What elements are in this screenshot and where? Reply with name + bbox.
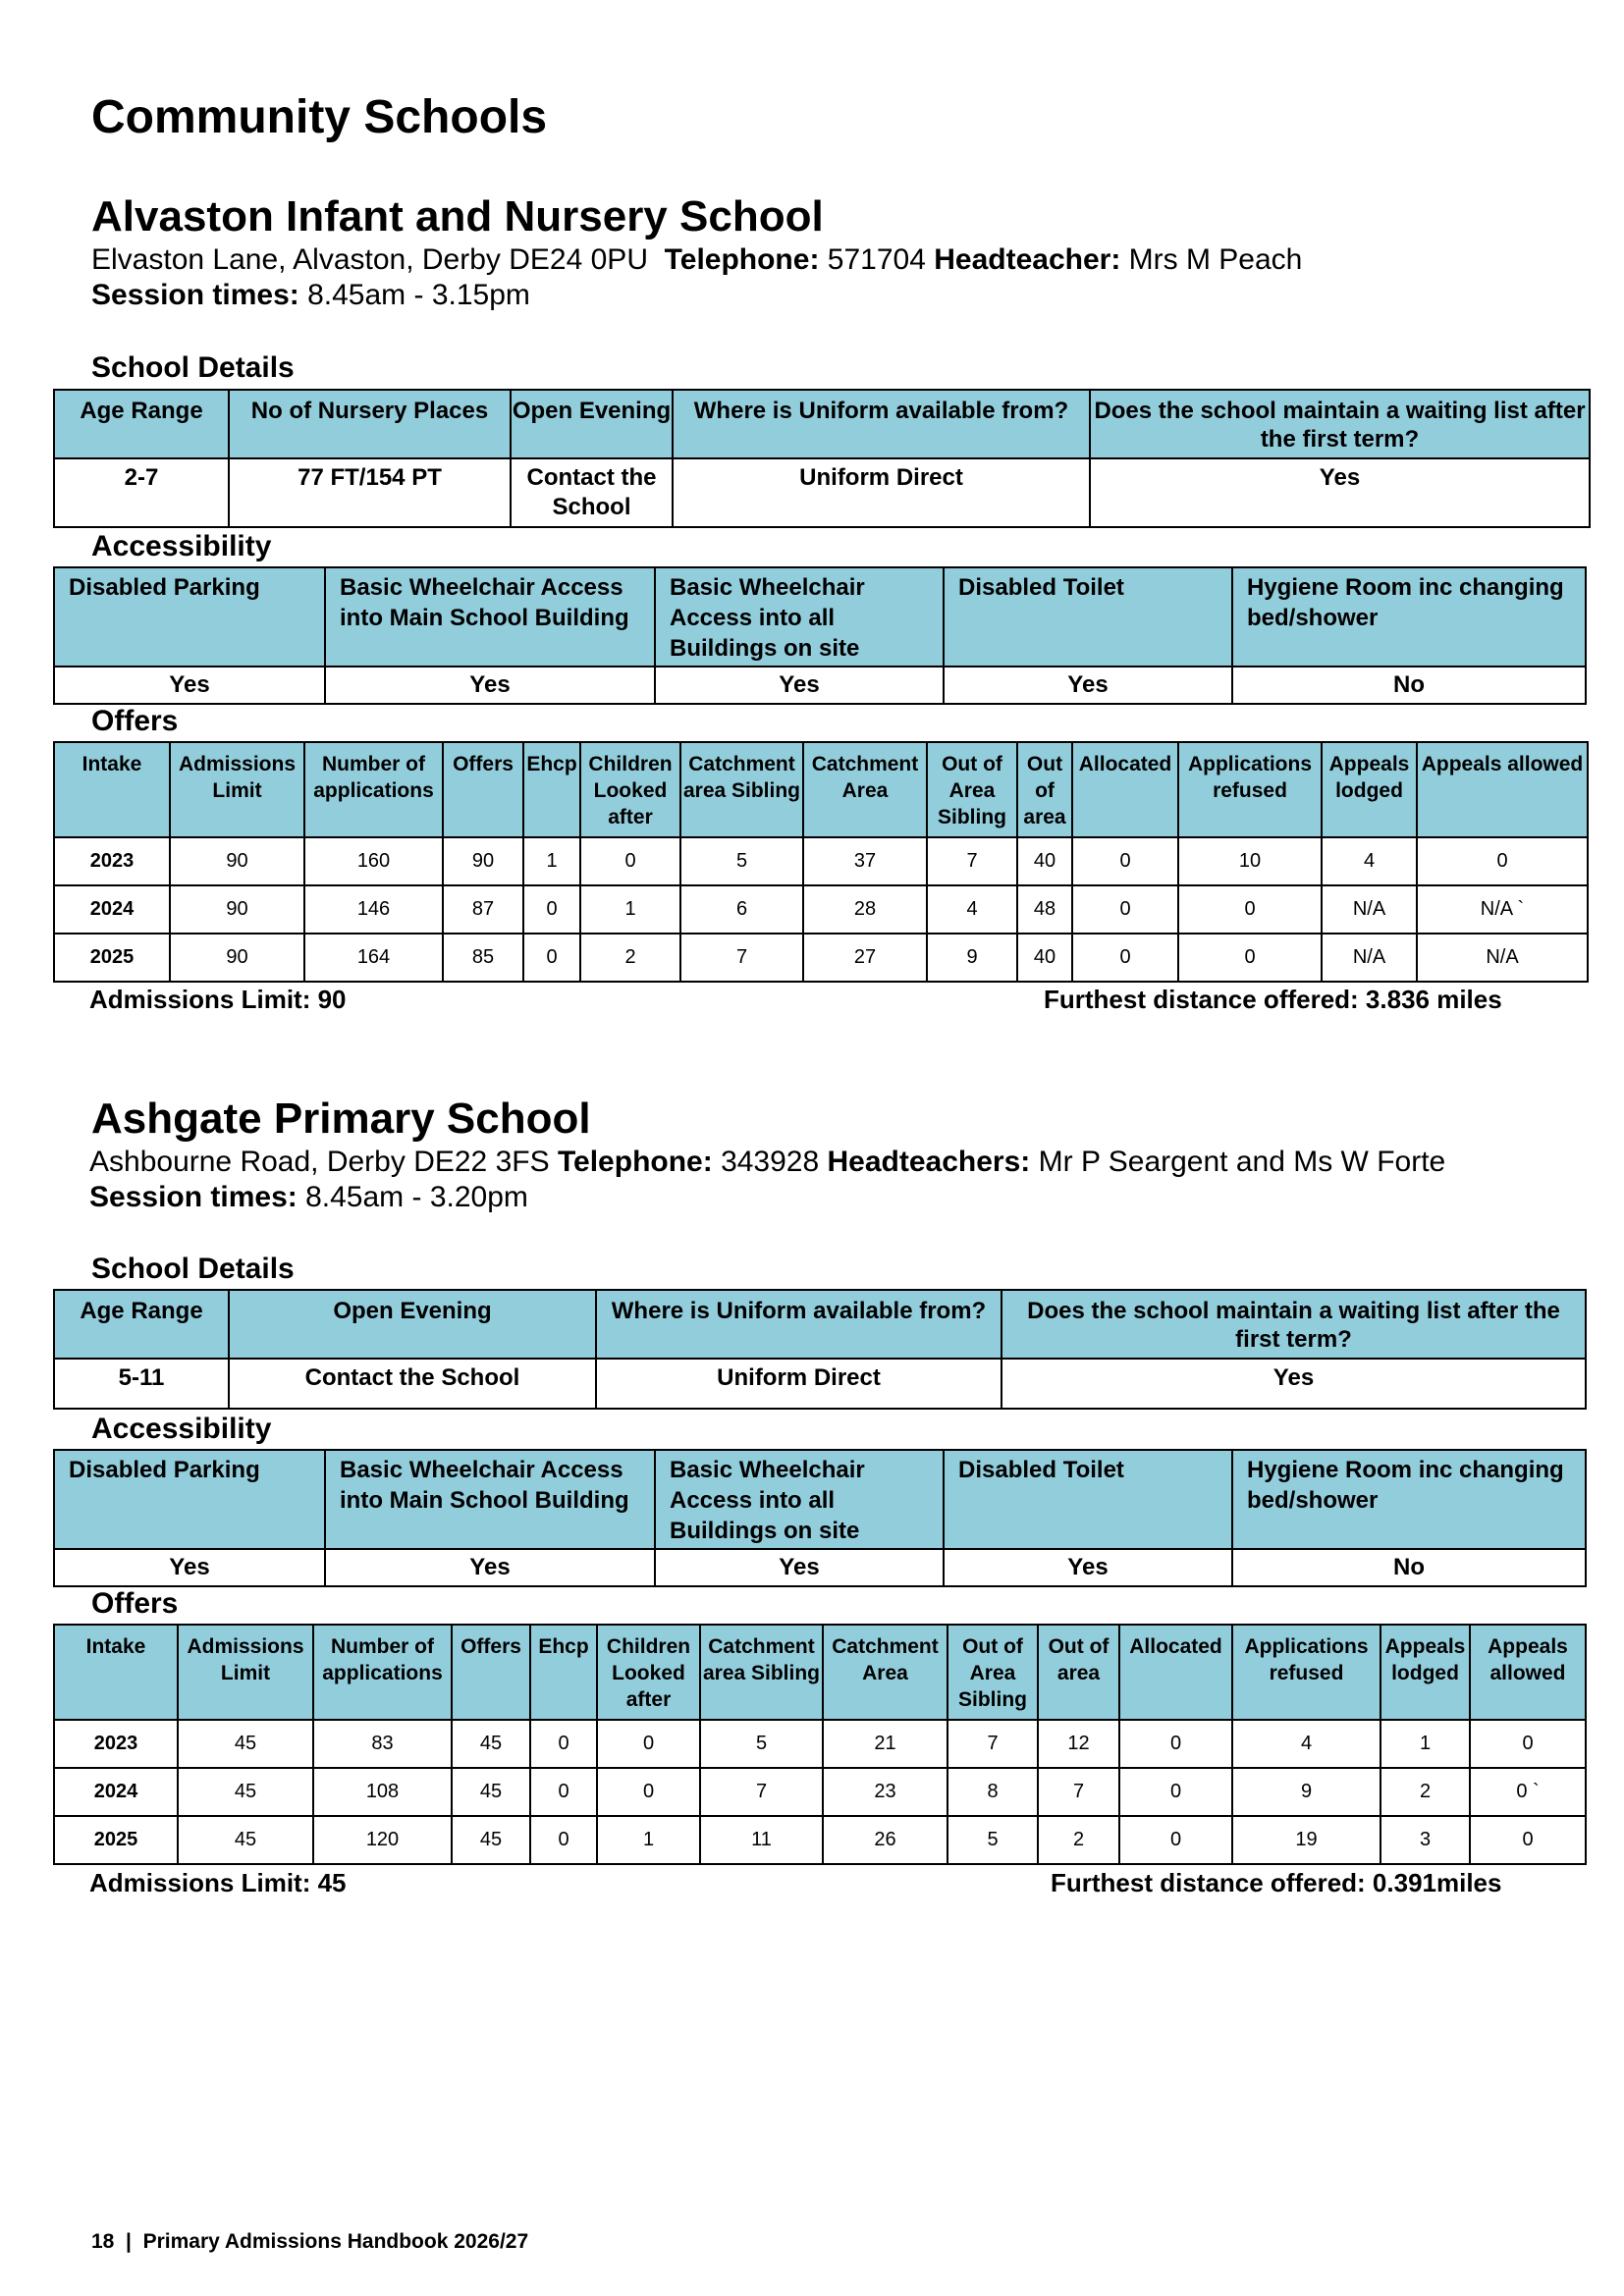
offers-header-offers: Offers [443, 742, 523, 837]
details-header-waiting-list: Does the school maintain a waiting list after the first term? [1001, 1290, 1586, 1359]
table-cell: 1 [523, 837, 580, 885]
table-cell: 5 [947, 1816, 1038, 1864]
school-address-line [91, 243, 1302, 277]
furthest-distance: Furthest distance offered: 3.836 miles [1044, 985, 1502, 1014]
handbook-title: Primary Admissions Handbook 2026/27 [142, 2230, 529, 2253]
offers-header-catchment-area: Catchment Area [803, 742, 927, 837]
acc-disabled-parking: Yes [54, 1549, 325, 1586]
table-cell: 11 [700, 1816, 823, 1864]
table-cell: 120 [313, 1816, 452, 1864]
details-open-evening: Contact the School [229, 1359, 596, 1409]
offers-heading: Offers [91, 1587, 179, 1620]
table-cell: 2023 [54, 1720, 178, 1768]
acc-header-disabled-parking: Disabled Parking [54, 567, 325, 667]
session-times-line [91, 279, 530, 312]
table-cell: 90 [170, 885, 304, 934]
acc-wheelchair-main: Yes [325, 1549, 655, 1586]
table-cell: 0 [530, 1768, 597, 1816]
table-cell: 45 [452, 1816, 530, 1864]
table-row [54, 934, 1588, 982]
details-nursery-places: 77 FT/154 PT [229, 458, 511, 527]
table-cell: 90 [170, 934, 304, 982]
offers-header-appeals-allowed: Appeals allowed [1470, 1625, 1586, 1720]
table-cell: 45 [178, 1816, 313, 1864]
admissions-limit: Admissions Limit: 45 [89, 1868, 347, 1897]
table-cell: 45 [452, 1768, 530, 1816]
table-cell: 9 [927, 934, 1017, 982]
table-cell: 0 [523, 885, 580, 934]
details-header-uniform: Where is Uniform available from? [596, 1290, 1001, 1359]
table-row [54, 885, 1588, 934]
footer-separator: | [126, 2230, 132, 2253]
offers-header-looked-after: Children Looked after [580, 742, 680, 837]
telephone-value: 571704 [827, 243, 926, 276]
table-cell: 10 [1178, 837, 1322, 885]
offers-header-refused: Applications refused [1232, 1625, 1380, 1720]
table-cell: 45 [178, 1720, 313, 1768]
table-cell: 19 [1232, 1816, 1380, 1864]
accessibility-heading: Accessibility [91, 530, 272, 562]
admissions-limit: Admissions Limit: 90 [89, 985, 347, 1014]
table-row [54, 1816, 1586, 1864]
offers-header-out-area-sibling: Out of Area Sibling [927, 742, 1017, 837]
acc-hygiene-room: No [1232, 667, 1586, 704]
table-cell: 5 [700, 1720, 823, 1768]
table-cell: 0 [1470, 1720, 1586, 1768]
details-uniform: Uniform Direct [596, 1359, 1001, 1409]
acc-header-hygiene-room: Hygiene Room inc changing bed/shower [1232, 567, 1586, 667]
table-cell: 90 [170, 837, 304, 885]
offers-header-catchment-sibling: Catchment area Sibling [700, 1625, 823, 1720]
acc-header-disabled-parking: Disabled Parking [54, 1450, 325, 1549]
acc-header-wheelchair-all: Basic Wheelchair Access into all Buildings on site [655, 1450, 944, 1549]
offers-header-intake: Intake [54, 1625, 178, 1720]
table-cell: 7 [680, 934, 803, 982]
table-cell: 0 [1072, 934, 1178, 982]
offers-header-intake: Intake [54, 742, 170, 837]
acc-disabled-toilet: Yes [944, 1549, 1232, 1586]
table-cell: 4 [927, 885, 1017, 934]
school-address-line [89, 1146, 1445, 1179]
table-cell: 40 [1017, 837, 1072, 885]
table-cell: 7 [947, 1720, 1038, 1768]
table-row [54, 837, 1588, 885]
details-waiting-list: Yes [1090, 458, 1590, 527]
table-cell: 2023 [54, 837, 170, 885]
offers-header-applications: Number of applications [304, 742, 443, 837]
headteacher-label: Headteacher: [934, 243, 1121, 276]
offers-header-out-of-area: Out of area [1038, 1625, 1119, 1720]
accessibility-heading: Accessibility [91, 1413, 272, 1445]
table-cell: N/A [1322, 885, 1417, 934]
offers-header-catchment-sibling: Catchment area Sibling [680, 742, 803, 837]
acc-header-wheelchair-all: Basic Wheelchair Access into all Buildings on site [655, 567, 944, 667]
offers-header-ehcp: Ehcp [530, 1625, 597, 1720]
offers-header-offers: Offers [452, 1625, 530, 1720]
table-cell: 45 [452, 1720, 530, 1768]
details-open-evening: Contact the School [511, 458, 673, 527]
offers-header-appeals-lodged: Appeals lodged [1322, 742, 1417, 837]
school-details-heading: School Details [91, 1253, 295, 1285]
acc-header-disabled-toilet: Disabled Toilet [944, 567, 1232, 667]
offers-header-appeals-lodged: Appeals lodged [1380, 1625, 1470, 1720]
table-cell: 6 [680, 885, 803, 934]
offers-heading: Offers [91, 705, 179, 737]
telephone-label: Telephone: [557, 1146, 713, 1178]
school-details-table [53, 389, 1591, 528]
page-footer [91, 2230, 528, 2254]
table-cell: 0 [1178, 934, 1322, 982]
acc-wheelchair-all: Yes [655, 667, 944, 704]
session-times-label: Session times: [89, 1181, 298, 1213]
table-cell: 26 [823, 1816, 947, 1864]
offers-header-admissions-limit: Admissions Limit [178, 1625, 313, 1720]
telephone-value: 343928 [721, 1146, 820, 1178]
table-cell: 0 [580, 837, 680, 885]
details-header-nursery-places: No of Nursery Places [229, 390, 511, 458]
offers-header-out-area-sibling: Out of Area Sibling [947, 1625, 1038, 1720]
details-header-age-range: Age Range [54, 1290, 229, 1359]
table-cell: 0 [597, 1720, 700, 1768]
offers-table [53, 1624, 1587, 1865]
table-cell: 0 [530, 1720, 597, 1768]
details-header-waiting-list: Does the school maintain a waiting list after the first term? [1090, 390, 1590, 458]
offers-table [53, 741, 1589, 983]
school-address: Elvaston Lane, Alvaston, Derby DE24 0PU [91, 243, 648, 276]
session-times-value: 8.45am - 3.15pm [307, 279, 530, 311]
school-details-table [53, 1289, 1587, 1410]
details-header-uniform: Where is Uniform available from? [673, 390, 1090, 458]
table-cell: 0 [1119, 1816, 1232, 1864]
table-cell: N/A ` [1417, 885, 1588, 934]
school-address: Ashbourne Road, Derby DE22 3FS [89, 1146, 550, 1178]
table-row [54, 1768, 1586, 1816]
accessibility-table [53, 566, 1587, 705]
table-cell: 4 [1322, 837, 1417, 885]
table-cell: 146 [304, 885, 443, 934]
table-cell: 0 [1417, 837, 1588, 885]
table-cell: N/A [1417, 934, 1588, 982]
table-cell: 45 [178, 1768, 313, 1816]
table-cell: 48 [1017, 885, 1072, 934]
details-header-open-evening: Open Evening [229, 1290, 596, 1359]
table-cell: 4 [1232, 1720, 1380, 1768]
table-cell: 160 [304, 837, 443, 885]
table-cell: 8 [947, 1768, 1038, 1816]
acc-disabled-parking: Yes [54, 667, 325, 704]
school-details-heading: School Details [91, 351, 295, 384]
table-cell: 28 [803, 885, 927, 934]
table-cell: 5 [680, 837, 803, 885]
offers-header-appeals-allowed: Appeals allowed [1417, 742, 1588, 837]
details-age-range: 5-11 [54, 1359, 229, 1409]
table-cell: 12 [1038, 1720, 1119, 1768]
school-name: Ashgate Primary School [91, 1095, 591, 1143]
table-cell: 0 [1072, 885, 1178, 934]
table-cell: 0 ` [1470, 1768, 1586, 1816]
table-cell: 40 [1017, 934, 1072, 982]
offers-header-admissions-limit: Admissions Limit [170, 742, 304, 837]
table-cell: N/A [1322, 934, 1417, 982]
headteacher-value: Mr P Seargent and Ms W Forte [1038, 1146, 1446, 1178]
table-cell: 90 [443, 837, 523, 885]
table-cell: 7 [700, 1768, 823, 1816]
accessibility-table [53, 1449, 1587, 1587]
acc-header-disabled-toilet: Disabled Toilet [944, 1450, 1232, 1549]
offers-header-allocated: Allocated [1072, 742, 1178, 837]
acc-wheelchair-all: Yes [655, 1549, 944, 1586]
table-cell: 2025 [54, 934, 170, 982]
acc-wheelchair-main: Yes [325, 667, 655, 704]
table-cell: 23 [823, 1768, 947, 1816]
acc-header-wheelchair-main: Basic Wheelchair Access into Main School Building [325, 1450, 655, 1549]
table-cell: 1 [580, 885, 680, 934]
session-times-line [89, 1181, 528, 1214]
table-cell: 0 [1119, 1768, 1232, 1816]
table-cell: 27 [803, 934, 927, 982]
offers-header-ehcp: Ehcp [523, 742, 580, 837]
table-row [54, 1720, 1586, 1768]
acc-disabled-toilet: Yes [944, 667, 1232, 704]
details-waiting-list: Yes [1001, 1359, 1586, 1409]
acc-hygiene-room: No [1232, 1549, 1586, 1586]
table-cell: 0 [523, 934, 580, 982]
page-number: 18 [91, 2230, 115, 2253]
table-cell: 0 [530, 1816, 597, 1864]
table-cell: 2 [580, 934, 680, 982]
table-cell: 7 [927, 837, 1017, 885]
table-cell: 7 [1038, 1768, 1119, 1816]
table-cell: 0 [1470, 1816, 1586, 1864]
details-header-open-evening: Open Evening [511, 390, 673, 458]
table-cell: 0 [1119, 1720, 1232, 1768]
table-cell: 2024 [54, 1768, 178, 1816]
headteacher-value: Mrs M Peach [1128, 243, 1303, 276]
table-cell: 2024 [54, 885, 170, 934]
details-age-range: 2-7 [54, 458, 229, 527]
table-cell: 2025 [54, 1816, 178, 1864]
details-header-age-range: Age Range [54, 390, 229, 458]
table-cell: 83 [313, 1720, 452, 1768]
headteacher-label: Headteachers: [827, 1146, 1031, 1178]
table-cell: 0 [1178, 885, 1322, 934]
acc-header-hygiene-room: Hygiene Room inc changing bed/shower [1232, 1450, 1586, 1549]
telephone-label: Telephone: [664, 243, 820, 276]
offers-header-out-of-area: Out of area [1017, 742, 1072, 837]
table-cell: 0 [1072, 837, 1178, 885]
table-cell: 2 [1038, 1816, 1119, 1864]
table-cell: 0 [597, 1768, 700, 1816]
offers-header-refused: Applications refused [1178, 742, 1322, 837]
school-name: Alvaston Infant and Nursery School [91, 192, 824, 240]
offers-header-catchment-area: Catchment Area [823, 1625, 947, 1720]
session-times-label: Session times: [91, 279, 299, 311]
table-cell: 164 [304, 934, 443, 982]
acc-header-wheelchair-main: Basic Wheelchair Access into Main School Building [325, 567, 655, 667]
table-cell: 87 [443, 885, 523, 934]
table-cell: 2 [1380, 1768, 1470, 1816]
session-times-value: 8.45am - 3.20pm [305, 1181, 528, 1213]
offers-header-allocated: Allocated [1119, 1625, 1232, 1720]
table-cell: 1 [597, 1816, 700, 1864]
offers-header-applications: Number of applications [313, 1625, 452, 1720]
page-title: Community Schools [91, 91, 548, 143]
table-cell: 108 [313, 1768, 452, 1816]
details-uniform: Uniform Direct [673, 458, 1090, 527]
table-cell: 9 [1232, 1768, 1380, 1816]
offers-header-looked-after: Children Looked after [597, 1625, 700, 1720]
table-cell: 37 [803, 837, 927, 885]
table-cell: 21 [823, 1720, 947, 1768]
table-cell: 85 [443, 934, 523, 982]
furthest-distance: Furthest distance offered: 0.391miles [1051, 1868, 1502, 1897]
table-cell: 3 [1380, 1816, 1470, 1864]
table-cell: 1 [1380, 1720, 1470, 1768]
